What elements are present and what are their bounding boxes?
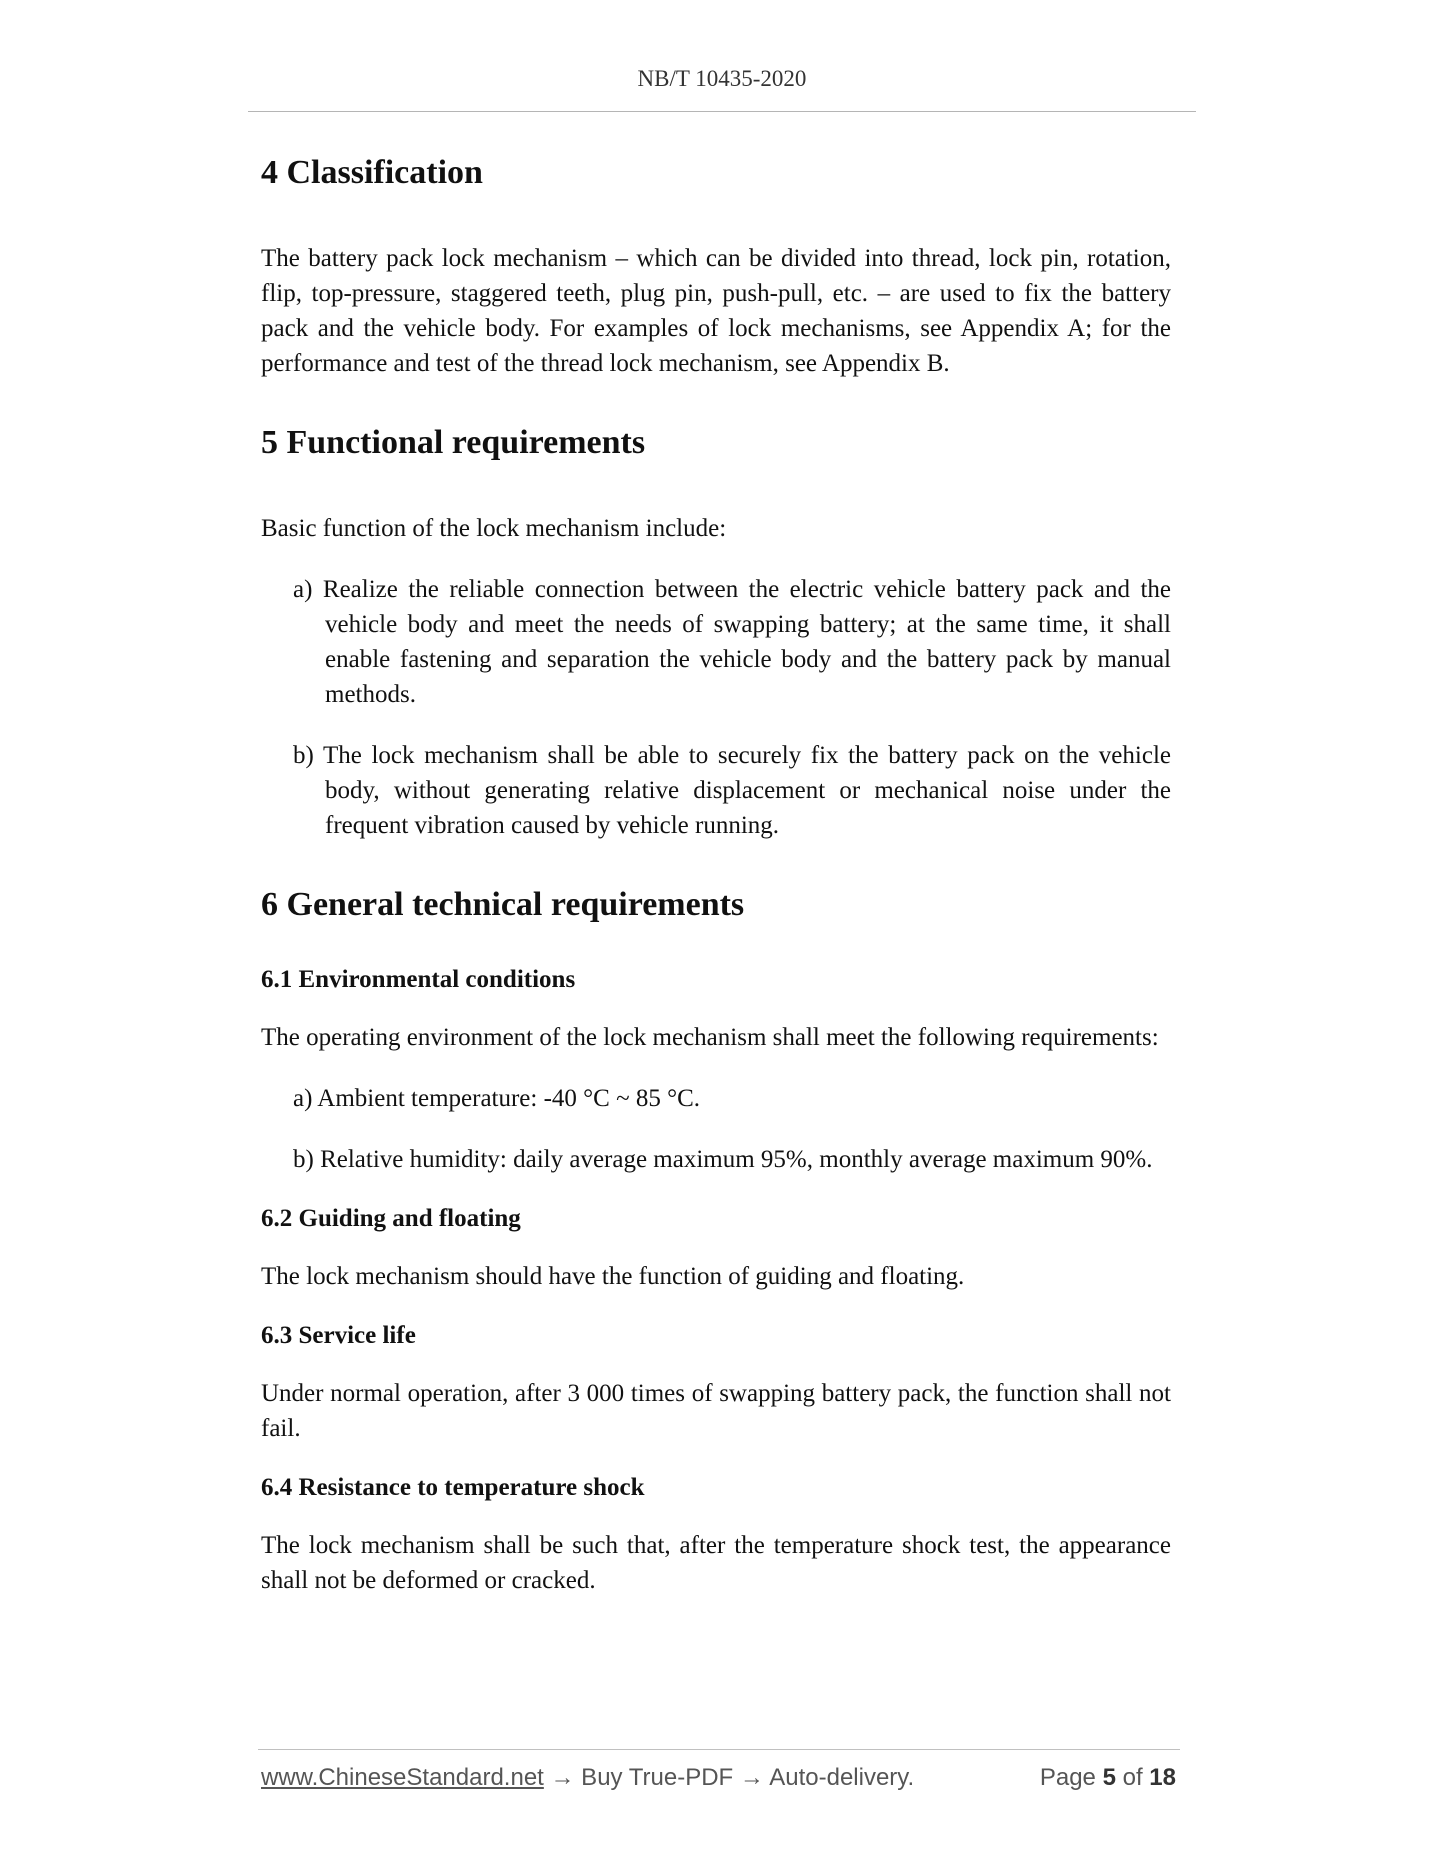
section-6-1-item-b: b) Relative humidity: daily average maximum 95%, monthly average maximum 90%. <box>293 1146 1153 1173</box>
footer-promo <box>261 1764 914 1792</box>
section-5-item-b: b) The lock mechanism shall be able to securely fix the battery pack on the vehicle body, without generating relative displacement or mechanical noise under the frequent vibration caused by vehicle running. <box>293 742 1171 839</box>
section-6-4-paragraph: The lock mechanism shall be such that, after the temperature shock test, the appearance shall not be deformed or cracked. <box>261 1532 1171 1594</box>
page-indicator <box>1040 1764 1176 1792</box>
page-header: NB/T 10435-2020 <box>637 66 807 91</box>
footer-divider <box>258 1749 1180 1750</box>
page-footer <box>261 1764 1176 1800</box>
section-5-item-a: a) Realize the reliable connection between the electric vehicle battery pack and the vehicle body and meet the needs of swapping battery; at the same time, it shall enable fastening and separation the vehicle body and the battery pack by manual methods. <box>293 576 1171 708</box>
section-6-heading: 6 General technical requirements <box>261 886 745 923</box>
website-link[interactable]: www.ChineseStandard.net <box>261 1764 544 1791</box>
section-6-3-paragraph: Under normal operation, after 3 000 times of swapping battery pack, the function shall not fail. <box>261 1380 1171 1442</box>
page-content <box>261 152 1171 1598</box>
page-of-label: of <box>1122 1764 1143 1791</box>
footer-promo-text: → Buy True-PDF → Auto-delivery. <box>543 1764 915 1791</box>
section-5-heading: 5 Functional requirements <box>261 424 646 461</box>
section-6-1-paragraph: The operating environment of the lock mechanism shall meet the following requirements: <box>261 1024 1159 1051</box>
page-label: Page <box>1039 1764 1096 1791</box>
section-6-1-heading: 6.1 Environmental conditions <box>261 966 576 993</box>
section-6-2-paragraph: The lock mechanism should have the function of guiding and floating. <box>261 1263 965 1290</box>
header-divider <box>248 111 1196 112</box>
section-6-4-heading: 6.4 Resistance to temperature shock <box>261 1474 645 1501</box>
section-6-3-heading: 6.3 Service life <box>261 1322 416 1349</box>
section-6-2-heading: 6.2 Guiding and floating <box>261 1205 521 1232</box>
section-4-paragraph: The battery pack lock mechanism – which can be divided into thread, lock pin, rotation, flip, top-pressure, staggered teeth, plug pin, push-pull, etc. – are used to fix the battery pack and the vehicle body. For examples of lock mechanisms, see Appendix A; for the performance and test of the thread lock mechanism, see Appendix B. <box>261 245 1171 377</box>
section-5-intro: Basic function of the lock mechanism include: <box>261 515 727 542</box>
page-current: 5 <box>1102 1764 1116 1791</box>
page-total: 18 <box>1149 1764 1176 1791</box>
section-4-heading: 4 Classification <box>261 154 483 191</box>
section-6-1-item-a: a) Ambient temperature: -40 °C ~ 85 °C. <box>293 1085 701 1112</box>
